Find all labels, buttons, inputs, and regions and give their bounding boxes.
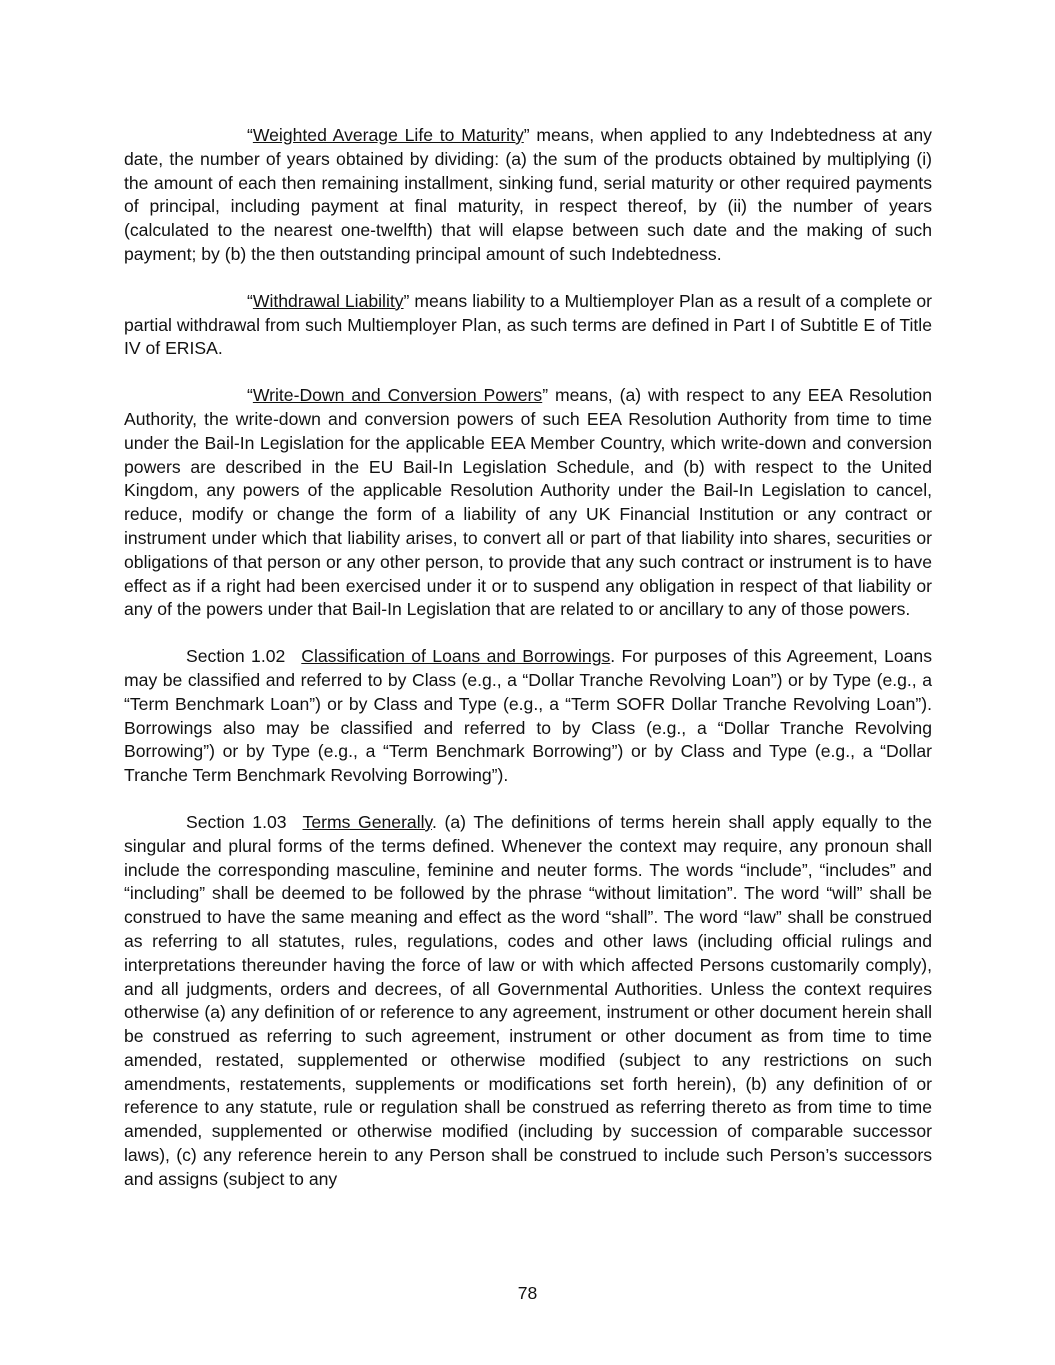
definition-weighted-average-life: [124, 124, 932, 267]
section-number: Section 1.03: [186, 811, 287, 832]
page-number: 78: [517, 1283, 538, 1303]
close-quote: ”: [523, 125, 530, 145]
section-text: . (a) The definitions of terms herein shall apply equally to the singular and plural forms of the terms defined. Whenever the context may require, any pronoun shall include the corresponding masculine, feminine and neuter forms. The words “include”, “includes” and “including” shall be deemed to be followed by the phrase “without limitation”. The word “will” shall be construed to have the same meaning and effect as the word “shall”. The word “law” shall be construed as referring to all statutes, rules, regulations, codes and other laws (including official rulings and interpretations thereunder having the force of law or with which affected Persons customarily comply), and all judgments, orders and decrees, of all Governmental Authorities. Unless the context requires otherwise (a) any definition of or reference to any agreement, instrument or other document herein shall be construed as referring to such agreement, instrument or other document as from time to time amended, restated, supplemented or otherwise modified (subject to any restrictions on such amendments, restatements, supplements or modifications set forth herein), (b) any definition of or reference to any statute, rule or regulation shall be construed as referring thereto as from time to time amended, supplemented or otherwise modified (including by succession of comparable successor laws), (c) any reference herein to any Person shall be construed to include such Person’s successors and assigns (subject to any: [124, 811, 932, 1189]
section-heading: Terms Generally: [302, 811, 433, 832]
definition-withdrawal-liability: [124, 290, 932, 361]
defined-term: Withdrawal Liability: [252, 290, 404, 311]
definition-text: means liability to a Multiemployer Plan as a result of a complete or partial withdrawal from such Multiemployer Plan, as such terms are defined in Part I of Subtitle E of Title IV of ERISA.: [124, 290, 932, 359]
section-heading: Classification of Loans and Borrowings: [301, 646, 611, 667]
document-body: [124, 124, 932, 1215]
defined-term: Weighted Average Life to Maturity: [252, 125, 524, 145]
section-number: Section 1.02: [186, 646, 286, 667]
close-quote: ”: [403, 290, 410, 311]
defined-term: Write-Down and Conversion Powers: [252, 385, 543, 406]
definition-write-down-conversion-powers: [124, 384, 932, 622]
section-1-03: [124, 811, 932, 1192]
open-quote: “: [247, 385, 253, 406]
open-quote: “: [247, 290, 253, 311]
section-1-02: [124, 645, 932, 788]
definition-text: means, (a) with respect to any EEA Resolution Authority, the write-down and conversion powers of such EEA Resolution Authority from time to time under the Bail-In Legislation for the applicable EEA Member Country, which write-down and conversion powers are described in the EU Bail-In Legislation Schedule, and (b) with respect to the United Kingdom, any powers of the applicable Resolution Authority under the Bail-In Legislation to cancel, reduce, modify or change the form of a liability of any UK Financial Institution or any contract or instrument under which that liability arises, to convert all or part of that liability into shares, securities or obligations of that person or any other person, to provide that any such contract or instrument is to have effect as if a right had been exercised under it or to suspend any obligation in respect of that liability or any of the powers under that Bail-In Legislation that are related to or ancillary to any of those powers.: [124, 385, 932, 620]
open-quote: “: [247, 125, 253, 145]
section-text: . For purposes of this Agreement, Loans may be classified and referred to by Class (e.g., a “Dollar Tranche Revolving Loan”) or by Type (e.g., a “Term Benchmark Loan”) or by Class and Type (e.g., a “Term SOFR Dollar Tranche Revolving Loan”). Borrowings also may be classified and referred to by Class (e.g., a “Dollar Tranche Revolving Borrowing”) or by Type (e.g., a “Term Benchmark Borrowing”) or by Class and Type (e.g., a “Dollar Tranche Term Benchmark Revolving Borrowing”).: [124, 646, 932, 786]
definition-text: means, when applied to any Indebtedness at any date, the number of years obtained by dividing: (a) the sum of the products obtained by multiplying (i) the amount of each then remaining installment, sinking fund, serial maturity or other required payments of principal, including payment at final maturity, in respect thereof, by (ii) the number of years (calculated to the nearest one-twelfth) that will elapse between such date and the making of such payment; by (b) the then outstanding principal amount of such Indebtedness.: [124, 125, 932, 264]
close-quote: ”: [542, 385, 549, 406]
